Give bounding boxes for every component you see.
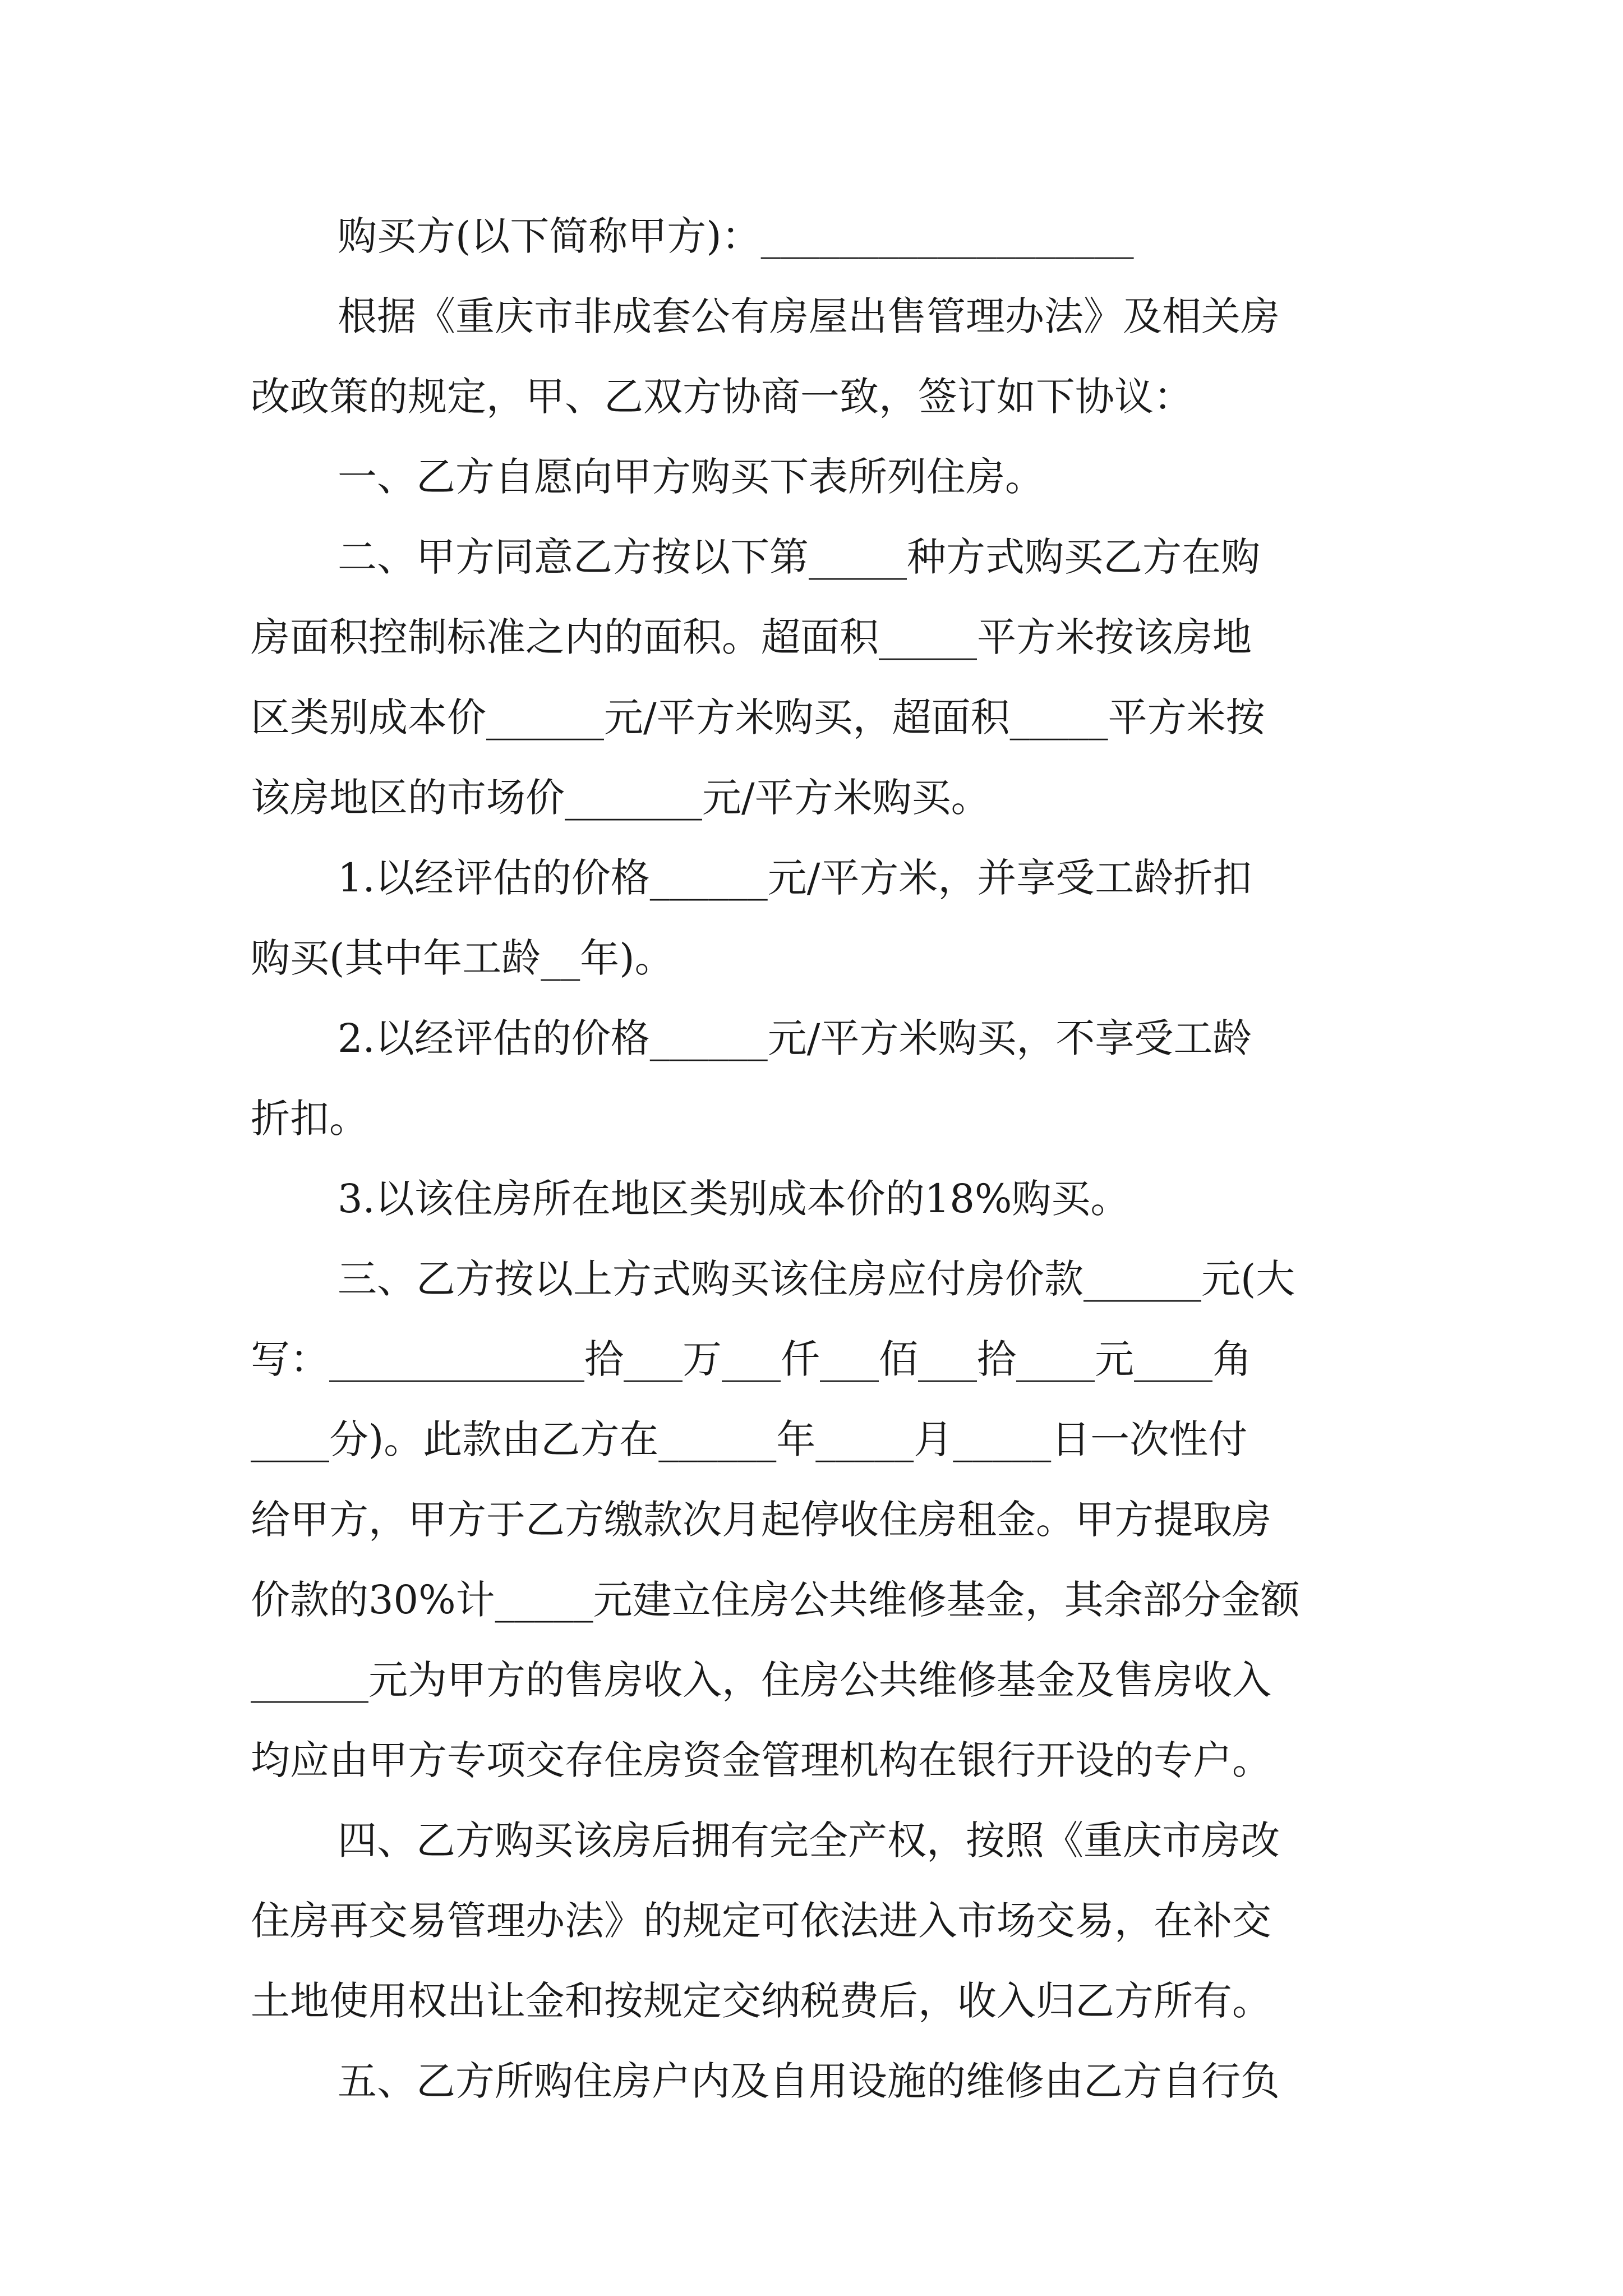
text-line-14: 三、乙方按以上方式购买该住房应付房价款______元(大: [338, 1256, 1295, 1302]
text-line-4: 一、乙方自愿向甲方购买下表所列住房。: [338, 454, 1044, 500]
text-line-23: 土地使用权出让金和按规定交纳税费后，收入归乙方所有。: [251, 1978, 1271, 2024]
text-line-17: 给甲方，甲方于乙方缴款次月起停收住房租金。甲方提取房: [251, 1497, 1271, 1543]
text-line-12: 折扣。: [251, 1096, 368, 1142]
text-line-1: 购买方(以下简称甲方)：___________________: [338, 213, 1134, 259]
text-line-16: ____分)。此款由乙方在______年_____月_____日一次性付: [251, 1416, 1248, 1462]
text-line-19: ______元为甲方的售房收入，住房公共维修基金及售房收入: [251, 1657, 1271, 1703]
text-line-21: 四、乙方购买该房后拥有完全产权，按照《重庆市房改: [338, 1818, 1280, 1864]
text-line-22: 住房再交易管理办法》的规定可依法进入市场交易，在补交: [251, 1898, 1271, 1944]
text-line-6: 房面积控制标准之内的面积。超面积_____平方米按该房地: [251, 614, 1252, 660]
text-line-10: 购买(其中年工龄__年)。: [251, 935, 674, 981]
text-line-9: 1.以经评估的价格______元/平方米，并享受工龄折扣: [338, 855, 1252, 901]
text-line-11: 2.以经评估的价格______元/平方米购买，不享受工龄: [338, 1015, 1252, 1061]
text-line-3: 改政策的规定，甲、乙双方协商一致，签订如下协议：: [251, 374, 1193, 420]
text-line-20: 均应由甲方专项交存住房资金管理机构在银行开设的专户。: [251, 1737, 1271, 1783]
text-line-7: 区类别成本价______元/平方米购买，超面积_____平方米按: [251, 694, 1265, 740]
text-line-13: 3.以该住房所在地区类别成本价的18%购买。: [338, 1176, 1130, 1222]
text-line-2: 根据《重庆市非成套公有房屋出售管理办法》及相关房: [338, 293, 1280, 339]
text-line-18: 价款的30%计_____元建立住房公共维修基金，其余部分金额: [251, 1577, 1300, 1623]
text-line-24: 五、乙方所购住房户内及自用设施的维修由乙方自行负: [338, 2058, 1280, 2104]
text-line-8: 该房地区的市场价_______元/平方米购买。: [251, 775, 990, 821]
text-line-15: 写：_____________拾___万___仟___佰___拾____元____角: [251, 1336, 1252, 1382]
text-line-5: 二、甲方同意乙方按以下第_____种方式购买乙方在购: [338, 534, 1260, 580]
